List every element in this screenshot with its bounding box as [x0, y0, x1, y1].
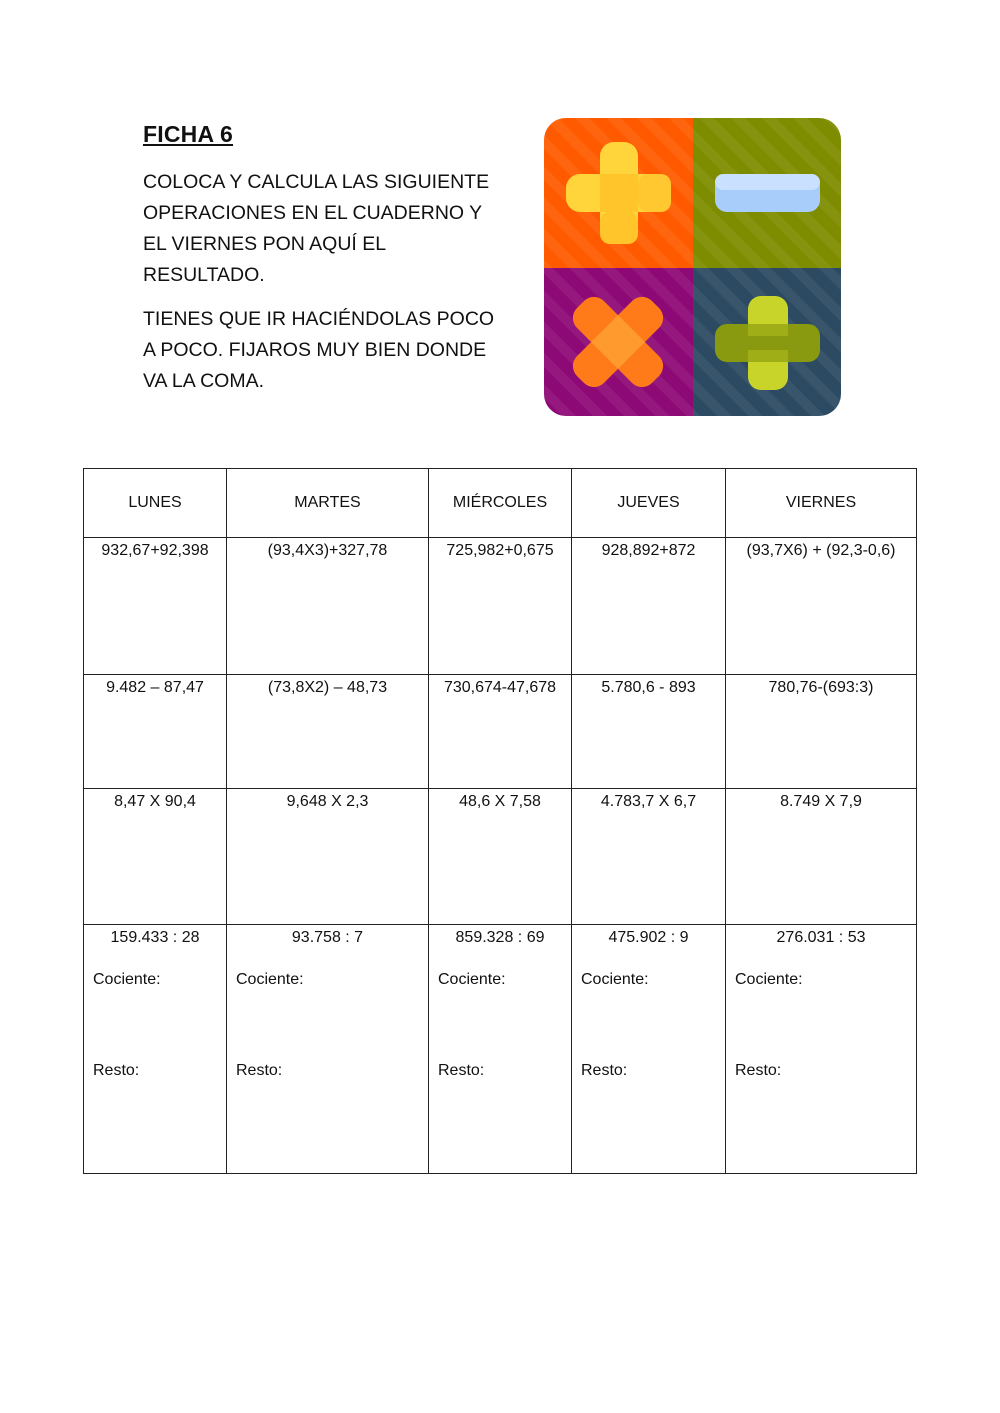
answer-cell[interactable] [84, 675, 227, 789]
operation: 48,6 X 7,58 [459, 793, 541, 810]
table-row-multiplication [84, 789, 917, 925]
table-row-subtraction [84, 675, 917, 789]
answer-cell[interactable] [429, 925, 572, 1174]
remainder-label: Resto: [93, 1062, 140, 1079]
table-row-division [84, 925, 917, 1174]
operation: 276.031 : 53 [776, 929, 866, 946]
header-miercoles: MIÉRCOLES [429, 469, 572, 538]
header-viernes: VIERNES [726, 469, 917, 538]
answer-cell[interactable] [429, 538, 572, 675]
operation: 730,674-47,678 [443, 679, 557, 696]
answer-cell[interactable] [572, 675, 726, 789]
answer-cell[interactable] [227, 789, 429, 925]
operation: 159.433 : 28 [110, 929, 200, 946]
answer-cell[interactable] [572, 789, 726, 925]
quotient-label: Cociente: [438, 971, 506, 988]
operation: 475.902 : 9 [608, 929, 689, 946]
instructions-note: TIENES QUE IR HACIÉNDOLAS POCO A POCO. FIJAROS MUY BIEN DONDE VA LA COMA. [143, 308, 495, 392]
answer-cell[interactable] [84, 925, 227, 1174]
operation: 8,47 X 90,4 [114, 793, 196, 810]
answer-cell[interactable] [572, 538, 726, 675]
operation: 725,982+0,675 [446, 542, 554, 559]
minus-icon [715, 174, 820, 212]
answer-cell[interactable] [227, 675, 429, 789]
answer-cell[interactable] [726, 789, 917, 925]
quotient-label: Cociente: [236, 971, 304, 988]
operation: 928,892+872 [601, 542, 696, 559]
answer-cell[interactable] [227, 538, 429, 675]
operation: 5.780,6 - 893 [601, 679, 696, 696]
answer-cell[interactable] [726, 675, 917, 789]
operation: 932,67+92,398 [101, 542, 209, 559]
quotient-label: Cociente: [581, 971, 649, 988]
remainder-label: Resto: [735, 1062, 782, 1079]
header-lunes: LUNES [84, 469, 227, 538]
answer-cell[interactable] [726, 925, 917, 1174]
operation: 8.749 X 7,9 [780, 793, 862, 810]
answer-cell[interactable] [429, 675, 572, 789]
answer-cell[interactable] [84, 789, 227, 925]
operation: 859.328 : 69 [455, 929, 545, 946]
quotient-label: Cociente: [735, 971, 803, 988]
operation: 4.783,7 X 6,7 [600, 793, 697, 810]
table-header-row [84, 469, 917, 538]
operation: (93,4X3)+327,78 [267, 542, 388, 559]
worksheet-title: FICHA 6 [143, 121, 233, 147]
answer-cell[interactable] [227, 925, 429, 1174]
remainder-label: Resto: [438, 1062, 485, 1079]
operation: (73,8X2) – 48,73 [267, 679, 388, 696]
remainder-label: Resto: [581, 1062, 628, 1079]
operation: (93,7X6) + (92,3-0,6) [746, 542, 896, 559]
answer-cell[interactable] [572, 925, 726, 1174]
remainder-label: Resto: [236, 1062, 283, 1079]
instructions-paragraph: COLOCA Y CALCULA LAS SIGUIENTE OPERACIONES EN EL CUADERNO Y EL VIERNES PON AQUÍ EL RESULTADO. [143, 171, 490, 286]
operation: 9.482 – 87,47 [106, 679, 204, 696]
quotient-label: Cociente: [93, 971, 161, 988]
operation: 780,76-(693:3) [768, 679, 874, 696]
answer-cell[interactable] [726, 538, 917, 675]
operations-table [83, 468, 917, 1174]
math-operations-logo [544, 118, 841, 416]
table-row-addition [84, 538, 917, 675]
header-jueves: JUEVES [572, 469, 726, 538]
answer-cell[interactable] [84, 538, 227, 675]
answer-cell[interactable] [429, 789, 572, 925]
operation: 9,648 X 2,3 [286, 793, 369, 810]
header-martes: MARTES [227, 469, 429, 538]
operation: 93.758 : 7 [291, 929, 364, 946]
